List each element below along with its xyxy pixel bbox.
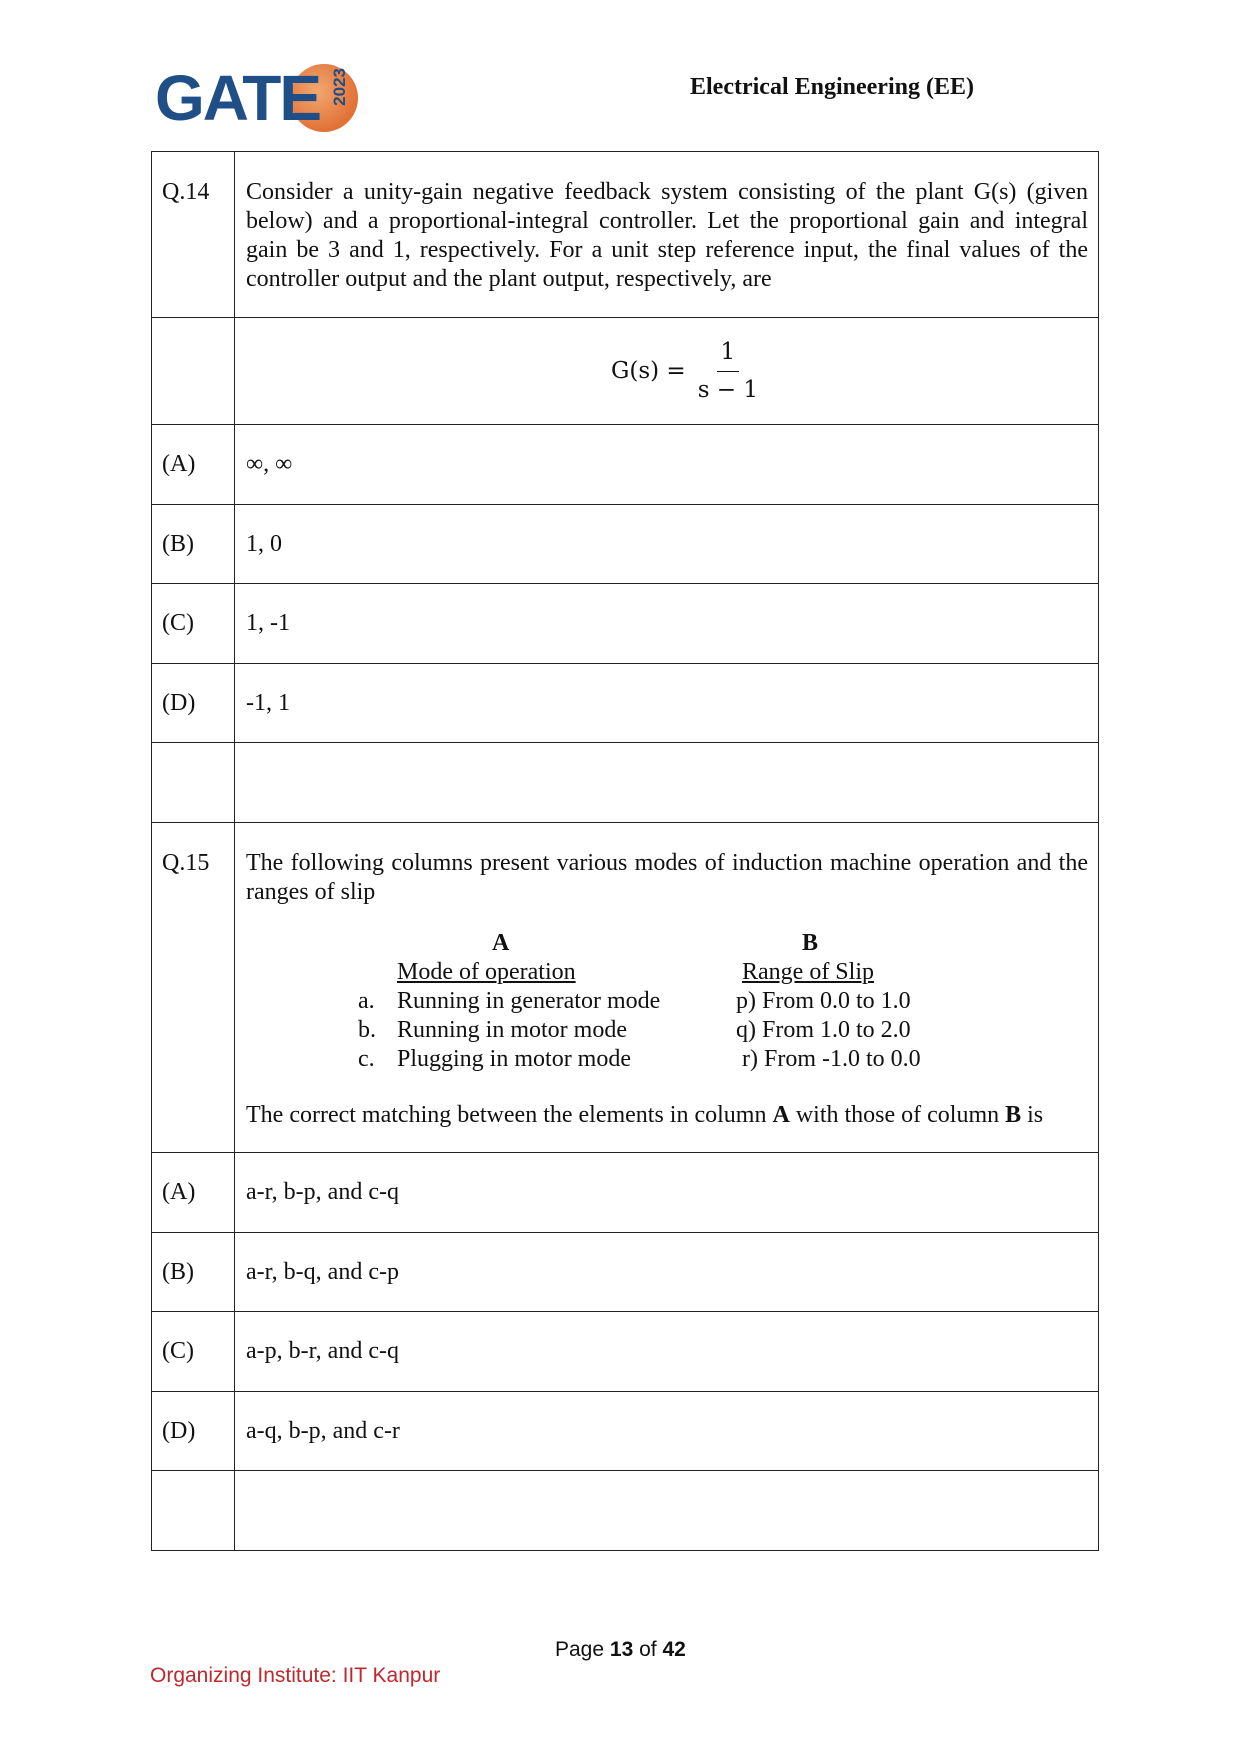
option-text: 1, 0	[235, 505, 1099, 584]
option-label: (B)	[152, 1233, 235, 1312]
spacer-row	[152, 1471, 1099, 1551]
q15-row	[152, 823, 1099, 1153]
subject-title: Electrical Engineering (EE)	[690, 74, 974, 100]
column-a-title: Mode of operation	[397, 959, 576, 985]
q14-formula-row	[152, 318, 1099, 425]
page-number: Page 13 of 42	[555, 1638, 686, 1661]
formula-numerator: 1	[717, 338, 740, 372]
formula-lhs: G(s) =	[610, 357, 686, 384]
option-label: (D)	[152, 1392, 235, 1471]
empty-cell	[152, 743, 235, 823]
q14-row	[152, 152, 1099, 318]
q15-option-b[interactable]	[152, 1233, 1099, 1312]
q15-text-cell	[235, 823, 1099, 1153]
option-text: a-q, b-p, and c-r	[235, 1392, 1099, 1471]
q14-option-b[interactable]	[152, 505, 1099, 584]
column-a-item	[358, 987, 660, 1016]
item-text: Running in generator mode	[397, 988, 661, 1014]
matching-columns	[246, 929, 1088, 1079]
column-b-title: Range of Slip	[742, 959, 874, 985]
item-text: Plugging in motor mode	[397, 1046, 631, 1072]
q14-text-cell	[235, 152, 1099, 318]
column-b-heading: B	[802, 930, 819, 956]
option-label: (A)	[152, 425, 235, 505]
q14-text: Consider a unity-gain negative feedback system consisting of the plant G(s) (given below) and a proportional-integral controller. Let the proportional gain and integral gain be 3 and 1, respectively. For a unit step reference input, the final values of the controller output and the plant output, respectively, are	[246, 179, 1088, 292]
spacer-row	[152, 743, 1099, 823]
option-label: (B)	[152, 505, 235, 584]
item-label: c.	[358, 1046, 375, 1072]
formula-fraction	[694, 338, 762, 405]
q15-option-d[interactable]	[152, 1392, 1099, 1471]
q15-option-c[interactable]	[152, 1312, 1099, 1392]
q14-number: Q.14	[152, 152, 235, 318]
question-table	[151, 151, 1099, 1551]
empty-cell	[152, 1471, 235, 1551]
option-text: a-r, b-p, and c-q	[235, 1153, 1099, 1233]
option-label: (C)	[152, 584, 235, 664]
logo-text: GATE	[155, 62, 321, 134]
q14-formula-cell	[235, 318, 1099, 425]
q14-formula	[611, 338, 762, 405]
empty-cell	[152, 318, 235, 425]
option-label: (C)	[152, 1312, 235, 1392]
column-a-item	[358, 1016, 627, 1045]
empty-cell	[235, 743, 1099, 823]
q14-option-d[interactable]	[152, 664, 1099, 743]
option-text: a-r, b-q, and c-p	[235, 1233, 1099, 1312]
option-text: ∞, ∞	[235, 425, 1099, 505]
column-a-item	[358, 1045, 631, 1074]
empty-cell	[235, 1471, 1099, 1551]
item-label: b.	[358, 1017, 376, 1043]
column-b-item: p) From 0.0 to 1.0	[736, 988, 911, 1014]
option-label: (D)	[152, 664, 235, 743]
q14-option-c[interactable]	[152, 584, 1099, 664]
option-text: -1, 1	[235, 664, 1099, 743]
formula-denominator: s − 1	[697, 376, 759, 403]
column-a-heading: A	[492, 930, 510, 956]
q15-number: Q.15	[152, 823, 235, 1153]
option-text: 1, -1	[235, 584, 1099, 664]
column-b-item: r) From -1.0 to 0.0	[742, 1046, 921, 1072]
organizer-footer: Organizing Institute: IIT Kanpur	[150, 1664, 441, 1687]
option-text: a-p, b-r, and c-q	[235, 1312, 1099, 1392]
column-b-item: q) From 1.0 to 2.0	[736, 1017, 911, 1043]
q14-option-a[interactable]	[152, 425, 1099, 505]
logo-year: 2023	[330, 68, 349, 106]
q15-closing-text: The correct matching between the elements in column A with those of column B is	[246, 1102, 1044, 1128]
gate-logo	[155, 58, 355, 138]
item-label: a.	[358, 988, 375, 1014]
q15-text: The following columns present various modes of induction machine operation and the ranges of slip	[246, 850, 1088, 905]
item-text: Running in motor mode	[397, 1017, 627, 1043]
q15-option-a[interactable]	[152, 1153, 1099, 1233]
option-label: (A)	[152, 1153, 235, 1233]
